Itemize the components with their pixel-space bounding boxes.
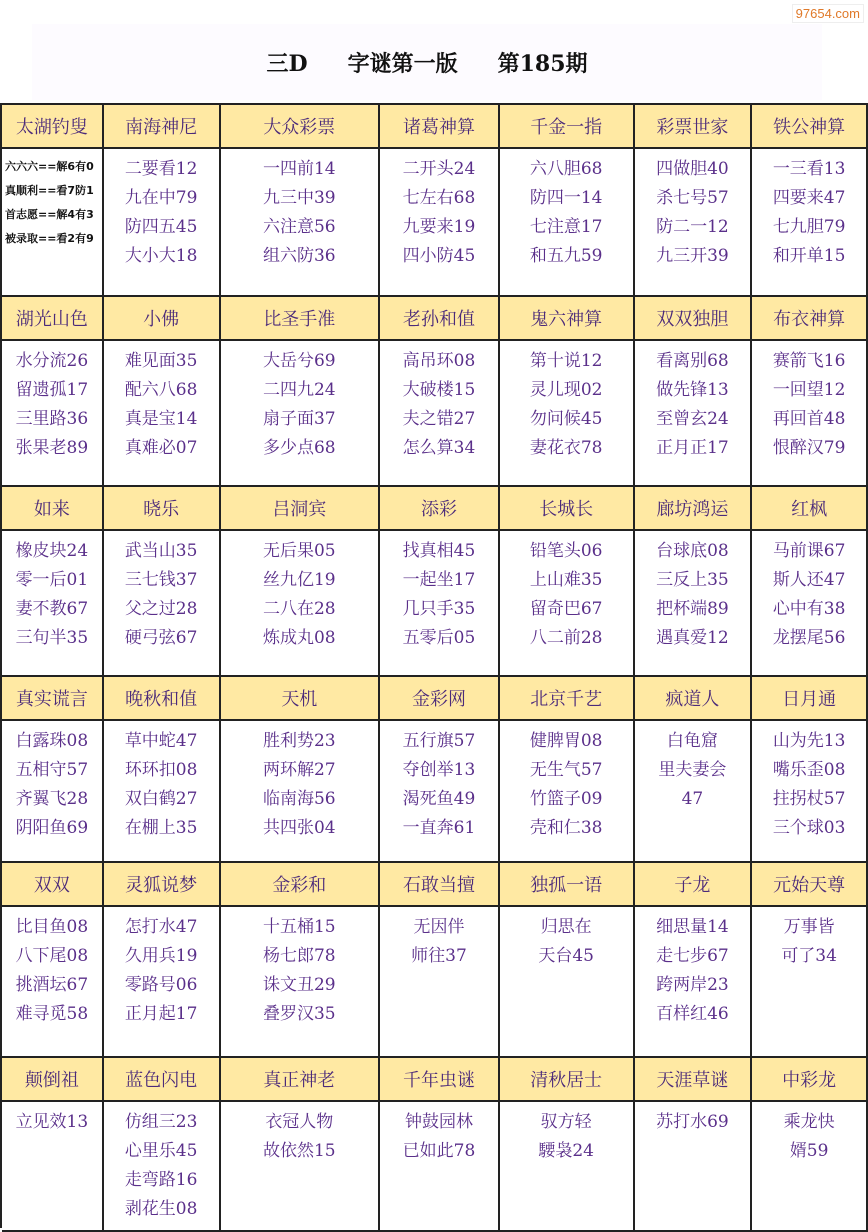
author-name: 独孤一语 [500, 863, 635, 907]
author-name: 湖光山色 [2, 297, 104, 341]
author-name: 石敢当擅 [380, 863, 500, 907]
author-name: 中彩龙 [752, 1058, 868, 1102]
riddle-cell [752, 341, 868, 487]
riddle-line: 仿组三23 [124, 1112, 198, 1132]
riddle-line: 再回首48 [772, 409, 846, 429]
author-name: 如来 [2, 487, 104, 531]
riddle-line: 和五九59 [529, 246, 603, 266]
riddle-line: 水分流26 [15, 351, 89, 371]
riddle-line: 三里路36 [15, 409, 89, 429]
riddle-cell [221, 149, 381, 297]
riddle-line: 四小防45 [402, 246, 476, 266]
riddle-cell [104, 907, 221, 1058]
riddle-cell [2, 341, 104, 487]
author-name: 北京千艺 [500, 677, 635, 721]
riddle-line: 六六六==解6有0 [5, 160, 94, 173]
riddle-cell [380, 907, 500, 1058]
author-name: 长城长 [500, 487, 635, 531]
riddle-line: 白露珠08 [15, 731, 89, 751]
author-name: 太湖钓叟 [2, 105, 104, 149]
riddle-cell [500, 907, 635, 1058]
author-name: 双双独胆 [635, 297, 753, 341]
riddle-line: 把杯端89 [656, 599, 729, 619]
riddle-cell [104, 721, 221, 863]
riddle-line: 张果老89 [15, 438, 89, 458]
riddle-line: 十五桶15 [262, 917, 336, 937]
author-name: 红枫 [752, 487, 868, 531]
riddle-line: 乘龙快 [783, 1112, 835, 1132]
riddle-line: 台球底08 [656, 541, 729, 561]
riddle-line: 扇子面37 [262, 409, 336, 429]
riddle-line: 竹篮子09 [529, 789, 603, 809]
riddle-line: 真顺利==看7防1 [5, 184, 94, 197]
riddle-cell [500, 531, 635, 677]
author-name: 天涯草谜 [635, 1058, 753, 1102]
riddle-line: 二四九24 [262, 380, 336, 400]
riddle-line: 恨醉汉79 [772, 438, 846, 458]
riddle-cell [380, 1102, 500, 1232]
riddle-line: 临南海56 [262, 789, 336, 809]
watermark: 97654.com [792, 4, 864, 23]
riddle-line: 草中蛇47 [124, 731, 198, 751]
riddle-cell [2, 149, 104, 297]
riddle-line: 比目鱼08 [15, 917, 89, 937]
riddle-cell [104, 1102, 221, 1232]
riddle-line: 大岳兮69 [262, 351, 336, 371]
riddle-cell [221, 341, 381, 487]
riddle-cell [104, 149, 221, 297]
riddle-line: 七左右68 [402, 188, 476, 208]
body-row [2, 721, 868, 863]
riddle-line: 二八在28 [262, 599, 336, 619]
riddle-line: 渴死鱼49 [402, 789, 476, 809]
riddle-line: 一回望12 [772, 380, 846, 400]
author-name: 鬼六神算 [500, 297, 635, 341]
riddle-line: 八下尾08 [15, 946, 89, 966]
riddle-cell [635, 907, 753, 1058]
riddle-line: 万事皆 [783, 917, 835, 937]
riddle-line: 两环解27 [262, 760, 336, 780]
riddle-cell [500, 341, 635, 487]
riddle-line: 齐翼飞28 [15, 789, 89, 809]
riddle-line: 归思在 [540, 917, 592, 937]
riddle-line: 走弯路16 [124, 1170, 198, 1190]
riddle-line: 零一后01 [15, 570, 89, 590]
riddle-cell [752, 907, 868, 1058]
riddle-line: 零路号06 [124, 975, 198, 995]
riddle-line: 难见面35 [124, 351, 198, 371]
riddle-line: 做先锋13 [656, 380, 729, 400]
riddle-line: 三反上35 [656, 570, 729, 590]
riddle-line: 在棚上35 [124, 818, 198, 838]
riddle-line: 嘴乐歪08 [772, 760, 846, 780]
riddle-line: 胜利势23 [262, 731, 336, 751]
riddle-cell [104, 341, 221, 487]
riddle-cell [221, 1102, 381, 1232]
riddle-line: 正月起17 [124, 1004, 198, 1024]
riddle-line: 五零后05 [402, 628, 476, 648]
riddle-line: 大小大18 [124, 246, 198, 266]
riddle-line: 九三中39 [262, 188, 336, 208]
riddle-line: 八二前28 [529, 628, 603, 648]
author-name: 清秋居士 [500, 1058, 635, 1102]
riddle-line: 夫之错27 [402, 409, 476, 429]
riddle-line: 看离别68 [656, 351, 729, 371]
title-part3: 第185期 [497, 50, 588, 77]
title-part2: 字谜第一版 [347, 50, 458, 77]
riddle-line: 配六八68 [124, 380, 198, 400]
author-name: 添彩 [380, 487, 500, 531]
riddle-line: 龙摆尾56 [772, 628, 846, 648]
riddle-line: 炼成丸08 [262, 628, 336, 648]
author-name: 南海神尼 [104, 105, 221, 149]
header-row [2, 677, 868, 721]
riddle-line: 立见效13 [15, 1112, 89, 1132]
riddle-line: 里夫妻会 [658, 760, 727, 780]
riddle-cell [380, 149, 500, 297]
author-name: 真实谎言 [2, 677, 104, 721]
riddle-line: 诛文丑29 [262, 975, 336, 995]
author-name: 颠倒祖 [2, 1058, 104, 1102]
riddle-line: 跨两岸23 [656, 975, 729, 995]
riddle-line: 细思量14 [656, 917, 729, 937]
riddle-line: 五相守57 [15, 760, 89, 780]
riddle-grid [0, 103, 868, 1228]
riddle-line: 健脾胃08 [529, 731, 603, 751]
header-row [2, 105, 868, 149]
riddle-line: 拄拐杖57 [772, 789, 846, 809]
author-name: 元始天尊 [752, 863, 868, 907]
riddle-line: 三个球03 [772, 818, 846, 838]
riddle-line: 共四张04 [262, 818, 336, 838]
riddle-line: 一起坐17 [402, 570, 476, 590]
author-name: 比圣手准 [221, 297, 381, 341]
author-name: 灵狐说梦 [104, 863, 221, 907]
riddle-line: 马前课67 [772, 541, 846, 561]
riddle-line: 阴阳鱼69 [15, 818, 89, 838]
riddle-cell [635, 1102, 753, 1232]
riddle-cell [221, 531, 381, 677]
riddle-line: 四做胆40 [656, 159, 729, 179]
riddle-line: 防二一12 [656, 217, 729, 237]
riddle-line: 丝九亿19 [262, 570, 336, 590]
author-name: 老孙和值 [380, 297, 500, 341]
author-name: 诸葛神算 [380, 105, 500, 149]
riddle-line: 一直奔61 [402, 818, 476, 838]
riddle-cell [380, 721, 500, 863]
author-name: 廊坊鸿运 [635, 487, 753, 531]
riddle-line: 无因伴 [413, 917, 465, 937]
riddle-cell [500, 721, 635, 863]
riddle-cell [2, 1102, 104, 1232]
author-name: 小佛 [104, 297, 221, 341]
riddle-line: 师往37 [411, 946, 467, 966]
riddle-line: 几只手35 [402, 599, 476, 619]
riddle-line: 九在中79 [124, 188, 198, 208]
riddle-cell [500, 1102, 635, 1232]
body-row [2, 341, 868, 487]
riddle-cell [221, 721, 381, 863]
riddle-line: 父之过28 [124, 599, 198, 619]
riddle-line: 灵儿现02 [529, 380, 603, 400]
riddle-line: 三句半35 [15, 628, 89, 648]
riddle-cell [752, 1102, 868, 1232]
riddle-cell [752, 531, 868, 677]
riddle-line: 怎么算34 [402, 438, 476, 458]
riddle-cell [2, 531, 104, 677]
riddle-line: 心里乐45 [124, 1141, 198, 1161]
riddle-line: 遇真爱12 [656, 628, 729, 648]
riddle-cell [635, 341, 753, 487]
riddle-line: 五行旗57 [402, 731, 476, 751]
riddle-line: 留奇巴67 [529, 599, 603, 619]
riddle-line: 壳和仁38 [529, 818, 603, 838]
body-row [2, 149, 868, 297]
riddle-line: 九三开39 [656, 246, 729, 266]
riddle-line: 一三看13 [772, 159, 846, 179]
body-row [2, 531, 868, 677]
riddle-line: 剥花生08 [124, 1199, 198, 1219]
riddle-cell [500, 149, 635, 297]
riddle-line: 三七钱37 [124, 570, 198, 590]
riddle-line: 双白鹤27 [124, 789, 198, 809]
riddle-line: 难寻觅58 [15, 1004, 89, 1024]
header-row [2, 863, 868, 907]
riddle-line: 二要看12 [124, 159, 198, 179]
riddle-line: 高吊环08 [402, 351, 476, 371]
riddle-cell [104, 531, 221, 677]
riddle-line: 故依然15 [262, 1141, 336, 1161]
riddle-line: 47 [681, 789, 704, 809]
riddle-cell [635, 721, 753, 863]
riddle-line: 无生气57 [529, 760, 603, 780]
riddle-line: 留遗孤17 [15, 380, 89, 400]
author-name: 真正神老 [221, 1058, 381, 1102]
riddle-cell [221, 907, 381, 1058]
riddle-line: 白龟窟 [666, 731, 718, 751]
header-row [2, 1058, 868, 1102]
riddle-cell [2, 907, 104, 1058]
riddle-line: 騕袅24 [538, 1141, 594, 1161]
riddle-line: 首志愿==解4有3 [5, 208, 94, 221]
riddle-line: 勿问候45 [529, 409, 603, 429]
riddle-line: 婿59 [789, 1141, 829, 1161]
riddle-line: 钟鼓园林 [404, 1112, 473, 1132]
riddle-line: 真难必07 [124, 438, 198, 458]
riddle-line: 七注意17 [529, 217, 603, 237]
riddle-line: 铅笔头06 [529, 541, 603, 561]
author-name: 金彩和 [221, 863, 381, 907]
header-row [2, 487, 868, 531]
body-row [2, 1102, 868, 1232]
riddle-line: 一四前14 [262, 159, 336, 179]
riddle-line: 怎打水47 [124, 917, 198, 937]
riddle-line: 走七步67 [656, 946, 729, 966]
riddle-line: 被录取==看2有9 [5, 232, 94, 245]
author-name: 彩票世家 [635, 105, 753, 149]
riddle-line: 斯人还47 [772, 570, 846, 590]
riddle-cell [752, 721, 868, 863]
riddle-line: 二开头24 [402, 159, 476, 179]
riddle-line: 挑酒坛67 [15, 975, 89, 995]
riddle-cell [380, 531, 500, 677]
riddle-line: 真是宝14 [124, 409, 198, 429]
author-name: 子龙 [635, 863, 753, 907]
riddle-line: 杨七郎78 [262, 946, 336, 966]
author-name: 晓乐 [104, 487, 221, 531]
author-name: 天机 [221, 677, 381, 721]
riddle-cell [635, 531, 753, 677]
riddle-line: 久用兵19 [124, 946, 198, 966]
author-name: 吕洞宾 [221, 487, 381, 531]
author-name: 千金一指 [500, 105, 635, 149]
riddle-line: 正月正17 [656, 438, 729, 458]
riddle-line: 六注意56 [262, 217, 336, 237]
riddle-line: 七九胆79 [772, 217, 846, 237]
riddle-line: 赛箭飞16 [772, 351, 846, 371]
riddle-line: 多少点68 [262, 438, 336, 458]
page-title [32, 24, 822, 100]
riddle-line: 妻不教67 [15, 599, 89, 619]
author-name: 大众彩票 [221, 105, 381, 149]
riddle-line: 天台45 [538, 946, 594, 966]
riddle-line: 九要来19 [402, 217, 476, 237]
riddle-line: 和开单15 [772, 246, 846, 266]
riddle-line: 已如此78 [402, 1141, 476, 1161]
riddle-line: 叠罗汉35 [262, 1004, 336, 1024]
riddle-line: 心中有38 [772, 599, 846, 619]
riddle-line: 杀七号57 [656, 188, 729, 208]
author-name: 日月通 [752, 677, 868, 721]
author-name: 布衣神算 [752, 297, 868, 341]
riddle-line: 硬弓弦67 [124, 628, 198, 648]
author-name: 蓝色闪电 [104, 1058, 221, 1102]
riddle-cell [635, 149, 753, 297]
body-row [2, 907, 868, 1058]
riddle-line: 山为先13 [772, 731, 846, 751]
riddle-line: 组六防36 [262, 246, 336, 266]
riddle-line: 上山难35 [529, 570, 603, 590]
riddle-line: 大破楼15 [402, 380, 476, 400]
riddle-line: 夺创举13 [402, 760, 476, 780]
riddle-line: 第十说12 [529, 351, 603, 371]
author-name: 金彩网 [380, 677, 500, 721]
riddle-line: 至曾玄24 [656, 409, 729, 429]
riddle-line: 六八胆68 [529, 159, 603, 179]
riddle-line: 可了34 [781, 946, 837, 966]
riddle-line: 武当山35 [124, 541, 198, 561]
riddle-cell [2, 721, 104, 863]
author-name: 疯道人 [635, 677, 753, 721]
riddle-cell [752, 149, 868, 297]
riddle-cell [380, 341, 500, 487]
header-row [2, 297, 868, 341]
riddle-line: 四要来47 [772, 188, 846, 208]
riddle-line: 百样红46 [656, 1004, 729, 1024]
riddle-line: 橡皮块24 [15, 541, 89, 561]
riddle-line: 找真相45 [402, 541, 476, 561]
title-part1: 三D [266, 50, 308, 77]
riddle-line: 无后果05 [262, 541, 336, 561]
riddle-line: 环环扣08 [124, 760, 198, 780]
author-name: 双双 [2, 863, 104, 907]
riddle-line: 衣冠人物 [265, 1112, 334, 1132]
author-name: 千年虫谜 [380, 1058, 500, 1102]
author-name: 铁公神算 [752, 105, 868, 149]
riddle-line: 驭方轻 [540, 1112, 592, 1132]
riddle-line: 防四五45 [124, 217, 198, 237]
author-name: 晚秋和值 [104, 677, 221, 721]
riddle-line: 妻花衣78 [529, 438, 603, 458]
riddle-line: 苏打水69 [656, 1112, 729, 1132]
riddle-line: 防四一14 [529, 188, 603, 208]
